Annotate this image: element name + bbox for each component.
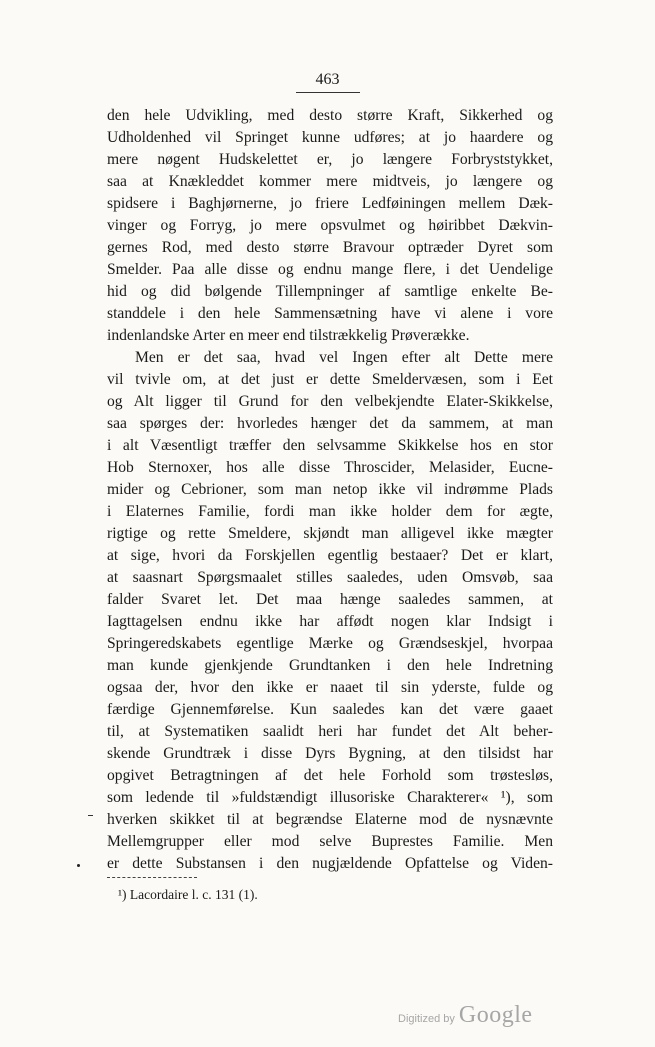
- text-line: i alt Væsentligt træffer den selvsamme Skikkelse hos en stor: [107, 437, 553, 454]
- footnote: ¹) Lacordaire l. c. 131 (1).: [118, 887, 258, 902]
- text-line: Men er det saa, hvad vel Ingen efter alt Dette mere: [135, 349, 553, 366]
- text-line: den hele Udvikling, med desto større Kraft, Sikkerhed og: [107, 107, 553, 124]
- watermark-prefix: Digitized by: [398, 1013, 455, 1025]
- text-line: saa spørges der: hvorledes hænger det da sammem, at man: [107, 415, 553, 432]
- text-line: til, at Systematiken saalidt heri har fundet det Alt beher-: [107, 723, 553, 740]
- text-line: indenlandske Arter en meer end tilstrækkelig Prøverække.: [107, 327, 470, 344]
- text-line: vinger og Forryg, jo mere opsvulmet og høiribbet Dækvin-: [107, 217, 553, 234]
- text-line: rigtige og rette Smeldere, skjøndt man alligevel ikke mægter: [107, 525, 553, 542]
- text-line: er dette Substansen i den nugjældende Opfattelse og Viden-: [107, 855, 553, 872]
- text-line: Mellemgrupper eller mod selve Buprestes Familie. Men: [107, 833, 553, 850]
- text-line: Hob Sternoxer, hos alle disse Throscider, Melasider, Eucne-: [107, 459, 553, 476]
- text-line: man kunde gjenkjende Grundtanken i den hele Indretning: [107, 657, 553, 674]
- google-logo: Google: [458, 1002, 533, 1028]
- text-line: mere nøgent Hudskelettet er, jo længere Forbryststykket,: [107, 151, 553, 168]
- text-line: Springeredskabets egentlige Mærke og Grændseskjel, hvorpaa: [107, 635, 553, 652]
- text-line: i Elaternes Familie, fordi man ikke holder dem for ægte,: [107, 503, 553, 520]
- text-line: mider og Cebrioner, som man netop ikke vil indrømme Plads: [107, 481, 553, 498]
- text-line: standdele i den hele Sammensætning have vi alene i vore: [107, 305, 553, 322]
- digitized-watermark: [398, 1002, 533, 1042]
- stray-mark: [88, 815, 93, 816]
- text-line: Udholdenhed vil Springet kunne udføres; at jo haardere og: [107, 129, 553, 146]
- text-line: at saasnart Spørgsmaalet stilles saaledes, uden Omsvøb, saa: [107, 569, 553, 586]
- text-line: Smelder. Paa alle disse og endnu mange flere, i det Uendelige: [107, 261, 553, 278]
- text-line: hverken skikket til at begrændse Elaterne mod de nysnævnte: [107, 811, 553, 828]
- text-line: hid og did bølgende Tillempninger af samtlige enkelte Be-: [107, 283, 553, 300]
- footnote-rule: [107, 877, 197, 878]
- text-line: gernes Rod, med desto større Bravour optræder Dyret som: [107, 239, 553, 256]
- text-line: som ledende til »fuldstændigt illusoriske Charakterer« ¹), som: [107, 789, 553, 806]
- text-line: ogsaa der, hvor den ikke er naaet til sin yderste, fulde og: [107, 679, 553, 696]
- text-line: og Alt ligger til Grund for den velbekjendte Elater-Skikkelse,: [107, 393, 553, 410]
- text-line: færdige Gjennemførelse. Kun saaledes kan det være gaaet: [107, 701, 553, 718]
- text-line: falder Svaret let. Det maa hænge saaledes sammen, at: [107, 591, 553, 608]
- text-line: saa at Knækleddet kommer mere midtveis, jo længere og: [107, 173, 553, 190]
- text-line: spidsere i Baghjørnerne, jo friere Ledføiningen mellem Dæk-: [107, 195, 553, 212]
- text-line: skende Grundtræk i disse Dyrs Bygning, at den tilsidst har: [107, 745, 553, 762]
- page-number: 463: [315, 71, 340, 88]
- stray-dot: [77, 864, 80, 867]
- text-line: opgivet Betragtningen af det hele Forhold som trøstesløs,: [107, 767, 553, 784]
- text-line: vil tvivle om, at det just er dette Smeldervæsen, som i Eet: [107, 371, 553, 388]
- text-line: Iagttagelsen endnu ikke har affødt nogen klar Indsigt i: [107, 613, 553, 630]
- page-number-rule: [296, 92, 360, 93]
- text-line: at sige, hvori da Forskjellen egentlig bestaaer? Det er klart,: [107, 547, 553, 564]
